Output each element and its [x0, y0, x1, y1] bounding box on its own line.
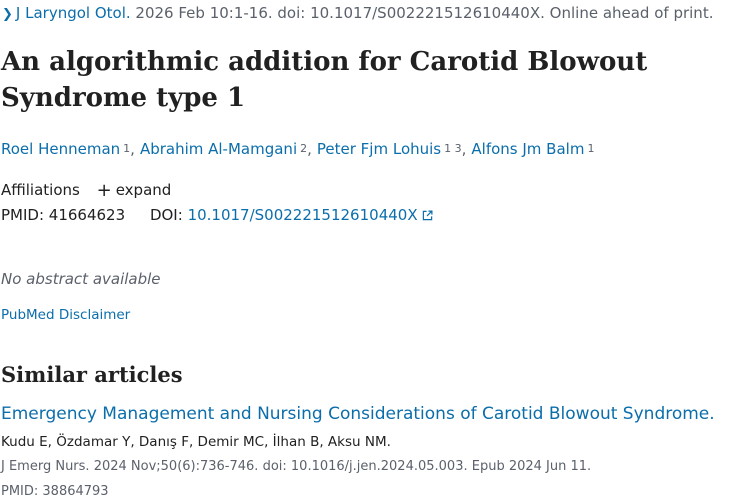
doi-link[interactable] [188, 206, 433, 224]
article-title: An algorithmic addition for Carotid Blowout Syndrome type 1 [1, 47, 648, 113]
author-link[interactable]: Alfons Jm Balm [471, 140, 585, 158]
identifiers [1, 206, 433, 224]
citation-details: 2026 Feb 10:1-16. doi: 10.1017/S002221512610440X. Online ahead of print. [135, 4, 714, 22]
author-separator: , [461, 140, 467, 158]
external-link-icon [422, 210, 433, 221]
similar-article-pmid: PMID: 38864793 [1, 484, 109, 499]
doi-value: 10.1017/S002221512610440X [187, 206, 418, 224]
similar-article-citation: J Emerg Nurs. 2024 Nov;50(6):736-746. doi: 10.1016/j.jen.2024.05.003. Epub 2024 Jun 11. [1, 459, 592, 474]
author-separator: , [307, 140, 312, 158]
pmid-label: PMID: [1, 206, 45, 224]
author-link[interactable]: Peter Fjm Lohuis [316, 140, 442, 158]
no-abstract-notice: No abstract available [1, 270, 161, 288]
similar-article-title-link[interactable]: Emergency Management and Nursing Considerations of Carotid Blowout Syndrome. [1, 404, 715, 424]
similar-articles-heading: Similar articles [1, 362, 183, 387]
expand-label: expand [115, 181, 172, 199]
author-list [1, 140, 594, 158]
affiliations-row [1, 179, 171, 200]
plus-icon: + [96, 180, 112, 201]
expand-affiliations-button[interactable] [97, 181, 172, 199]
pubmed-disclaimer-link[interactable]: PubMed Disclaimer [1, 307, 131, 323]
journal-link[interactable]: J Laryngol Otol. [15, 4, 131, 22]
similar-article-authors: Kudu E, Özdamar Y, Danış F, Demir MC, İlhan B, Aksu NM. [1, 434, 391, 450]
affiliations-label: Affiliations [1, 181, 80, 199]
pmid-value: 41664623 [48, 206, 126, 224]
affiliation-ref[interactable]: 2 [300, 142, 308, 155]
chevron-right-icon[interactable]: ❯ [2, 7, 13, 22]
affiliation-ref[interactable]: 1 [587, 142, 595, 155]
affiliation-ref[interactable]: 1 3 [444, 142, 462, 155]
author-separator: , [130, 140, 135, 158]
article-source [2, 4, 713, 22]
author-link[interactable]: Abrahim Al-Mamgani [139, 140, 298, 158]
affiliation-ref[interactable]: 1 [123, 142, 131, 155]
doi-label: DOI: [149, 206, 183, 224]
author-link[interactable]: Roel Henneman [1, 140, 121, 158]
